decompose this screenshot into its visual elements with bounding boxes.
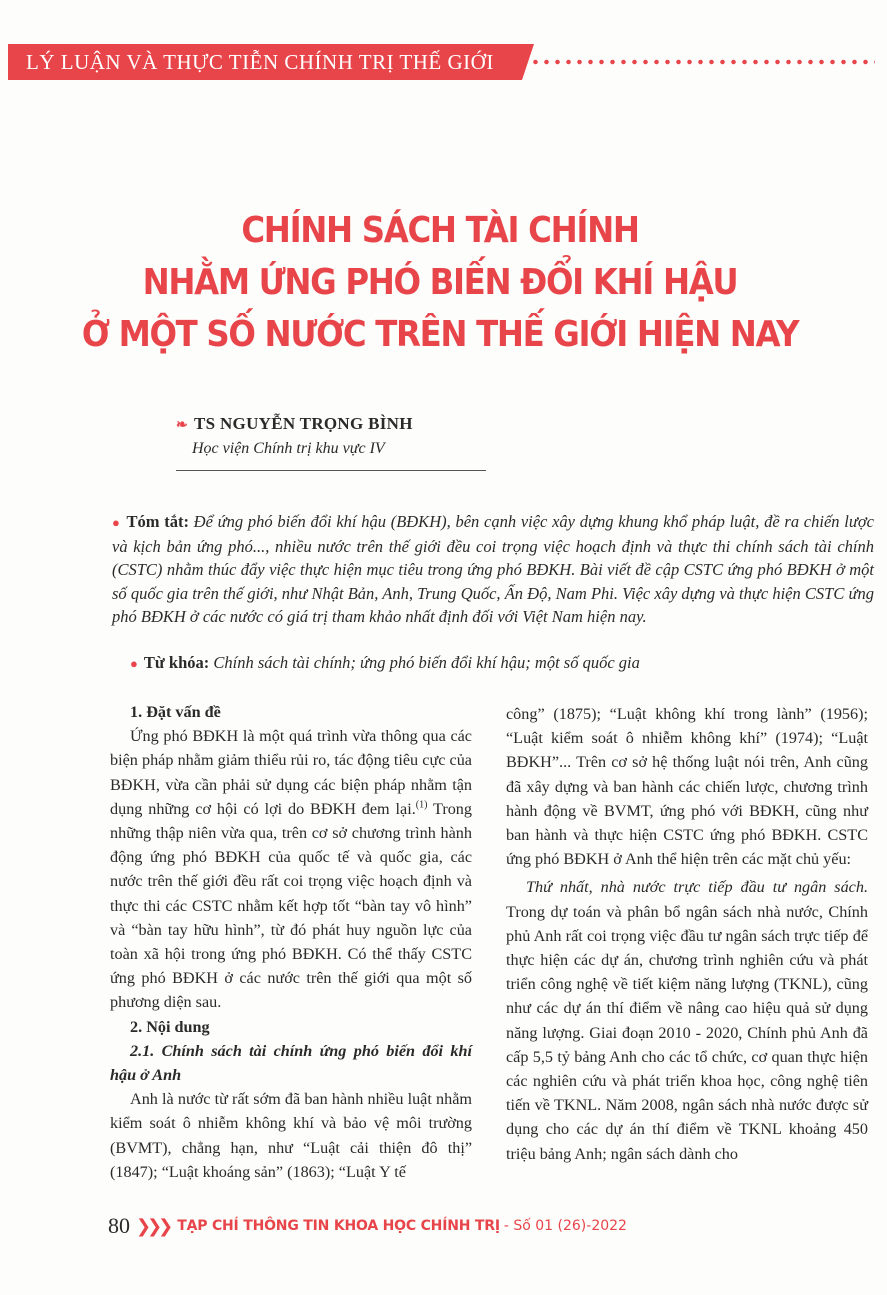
abstract: [112, 510, 874, 629]
page-number: 80: [108, 1213, 130, 1238]
abstract-label: Tóm tắt:: [126, 512, 189, 531]
footnote-ref: (1): [415, 799, 428, 811]
paragraph: Anh là nước từ rất sớm đã ban hành nhiều luật nhằm kiểm soát ô nhiễm không khí và bảo vệ môi trường (BVMT), chẳng hạn, như “Luật cải thiện đô thị” (1847); “Luật khoáng sản” (1863); “Luật Y tế: [110, 1090, 472, 1181]
journal-issue: - Số 01 (26)-2022: [503, 1218, 627, 1234]
heading-content: 2. Nội dung: [130, 1017, 210, 1036]
paragraph-lead: Thứ nhất, nhà nước trực tiếp đầu tư ngân sách.: [526, 878, 868, 897]
paragraph: Thứ nhất, nhà nước trực tiếp đầu tư ngân sách. Trong dự toán và phân bổ ngân sách nhà nước, Chính phủ Anh rất coi trọng việc đầu tư ngân sách trực tiếp để thực hiện các dự án, chương trình nghiên cứu và phát triển công nghệ về tiết kiệm năng lượng (TKNL), cũng như các dự án thí điểm về nâng cao hiệu quả sử dụng năng lượng. Giai đoạn 2010 - 2020, Chính phủ Anh đã cấp 5,5 tỷ bảng Anh cho các tổ chức, cơ quan thực hiện các nghiên cứu và phát triển khoa học, công nghệ tiên tiến về TKNL. Năm 2008, ngân sách nhà nước được sử dụng cho các dự án thí điểm về TKNL khoảng 450 triệu bảng Anh; ngân sách dành cho: [506, 878, 868, 1163]
abstract-text: Để ứng phó biến đổi khí hậu (BĐKH), bên cạnh việc xây dựng khung khổ pháp luật, đề ra chiến lược và kịch bản ứng phó..., nhiều nước trên thế giới đều coi trọng việc hoạch định và thực thi chính sách tài chính (CSTC) nhằm thúc đẩy việc thực hiện mục tiêu trong ứng phó BĐKH. Bài viết đề cập CSTC ứng phó BĐKH ở một số quốc gia trên thế giới, như Nhật Bản, Anh, Trung Quốc, Ấn Độ, Nam Phi. Việc xây dựng và thực hiện CSTC ứng phó BĐKH ở các nước có giá trị tham khảo nhất định đối với Việt Nam hiện nay.: [112, 512, 874, 626]
body-column-left: [110, 700, 472, 1184]
bullet-icon: ●: [130, 656, 138, 671]
section-header-bar: [8, 44, 522, 80]
article-title: [58, 205, 823, 361]
section-title: LÝ LUẬN VÀ THỰC TIỄN CHÍNH TRỊ THẾ GIỚI: [26, 50, 494, 74]
title-line-2: NHẰM ỨNG PHÓ BIẾN ĐỔI KHÍ HẬU: [142, 262, 738, 303]
author-divider: [176, 470, 486, 471]
chevrons-icon: ❯❯❯: [136, 1215, 170, 1237]
title-line-1: CHÍNH SÁCH TÀI CHÍNH: [241, 210, 639, 251]
heading-introduction: 1. Đặt vấn đề: [130, 703, 221, 721]
author-block: [176, 414, 413, 458]
author-marker-icon: ❧: [176, 418, 189, 433]
bullet-icon: ●: [112, 515, 121, 530]
author-name: TS NGUYỄN TRỌNG BÌNH: [194, 414, 413, 433]
header-dotted-rule: [530, 59, 875, 65]
page-footer: [108, 1213, 627, 1243]
heading-uk-policy: 2.1. Chính sách tài chính ứng phó biến đổi khí hậu ở Anh: [110, 1041, 472, 1085]
author-affiliation: Học viện Chính trị khu vực IV: [192, 440, 385, 457]
paragraph: Ứng phó BĐKH là một quá trình vừa thông qua các biện pháp nhằm giảm thiểu rủi ro, tác động tiêu cực của BĐKH, vừa cần phải sử dụng các biện pháp nhằm tận dụng những cơ hội có lợi do BĐKH đem lại.$^{(1)}$ Trong những thập niên vừa qua, trên cơ sở chương trình hành động ứng phó BĐKH của quốc tế và quốc gia, các nước trên thế giới đều rất coi trọng việc hoạch định và thực thi các CSTC nhằm kết hợp tốt “bàn tay vô hình” và “bàn tay hữu hình”, từ đó phát huy nguồn lực của toàn xã hội trong ứng phó BĐKH. Có thể thấy CSTC ứng phó BĐKH ở các nước trên thế giới qua một số phương diện sau.: [110, 727, 472, 1012]
journal-name: TẠP CHÍ THÔNG TIN KHOA HỌC CHÍNH TRỊ: [177, 1218, 500, 1234]
body-column-right: [506, 702, 868, 1166]
keywords: [130, 651, 870, 675]
keywords-label: Từ khóa:: [143, 653, 210, 672]
paragraph: công” (1875); “Luật không khí trong lành” (1956); “Luật kiểm soát ô nhiễm không khí” (1974); “Luật BĐKH”... Trên cơ sở hệ thống luật nói trên, Anh cũng đã xây dựng và ban hành các chiến lược, chương trình hành động về BVMT, ứng phó với BĐKH, cũng như ban hành và thực hiện CSTC ứng phó BĐKH. CSTC ứng phó BĐKH ở Anh thể hiện trên các mặt chủ yếu:: [506, 705, 868, 869]
keywords-text: Chính sách tài chính; ứng phó biến đổi khí hậu; một số quốc gia: [209, 653, 640, 672]
title-line-3: Ở MỘT SỐ NƯỚC TRÊN THẾ GIỚI HIỆN NAY: [81, 314, 799, 355]
